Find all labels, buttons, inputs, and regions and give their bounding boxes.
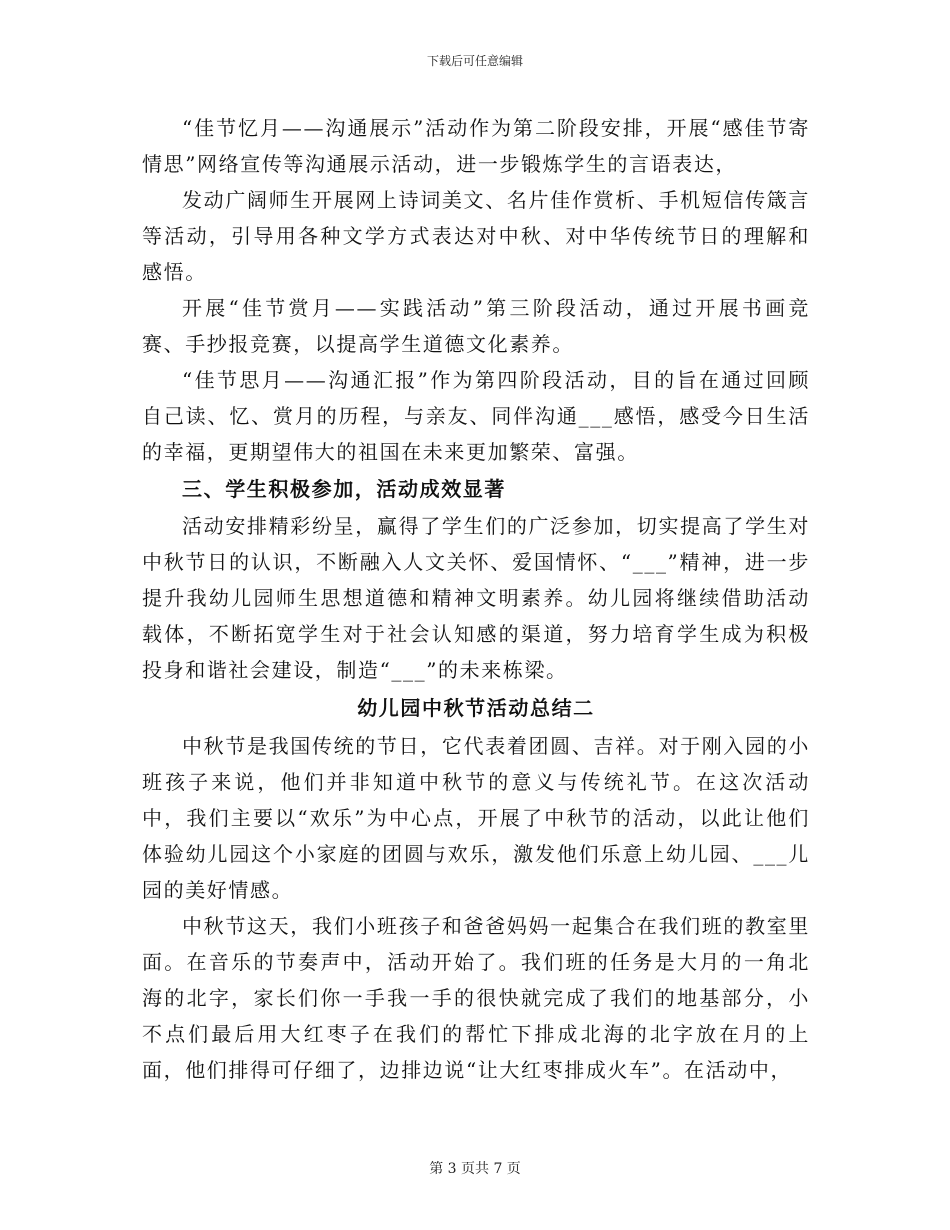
paragraph-stage-two: “佳节忆月——沟通展示”活动作为第二阶段安排，开展“感佳节寄情思”网络宣传等沟通展示活动，进一步锻炼学生的言语表达， [142,116,810,176]
paragraph-online-activities: 发动广阔师生开展网上诗词美文、名片佳作赏析、手机短信传箴言等活动，引导用各种文学方式表达对中秋、对中华传统节日的理解和感悟。 [142,188,810,284]
document-body [142,110,810,1088]
paragraph-mid-autumn-day: 中秋节这天，我们小班孩子和爸爸妈妈一起集合在我们班的教室里面。在音乐的节奏声中，活动开始了。我们班的任务是大月的一角北海的北字，家长们你一手我一手的很快就完成了我们的地基部分，小不点们最后用大红枣子在我们的帮忙下排成北海的北字放在月的上面，他们排得可仔细了，边排边说“让大红枣排成火车”。在活动中， [142,914,810,1082]
paragraph-stage-three: 开展“佳节赏月——实践活动”第三阶段活动，通过开展书画竞赛、手抄报竞赛，以提高学生道德文化素养。 [142,296,810,356]
page-footer: 第 3 页共 7 页 [429,1161,521,1177]
paragraph-results: 活动安排精彩纷呈，赢得了学生们的广泛参加，切实提高了学生对中秋节日的认识，不断融入人文关怀、爱国情怀、“___”精神，进一步提升我幼儿园师生思想道德和精神文明素养。幼儿园将继续借助活动载体，不断拓宽学生对于社会认知感的渠道，努力培育学生成为积极投身和谐社会建设，制造“___”的未来栋梁。 [142,514,810,682]
summary-two-title: 幼儿园中秋节活动总结二 [357,696,595,720]
section-heading-three: 三、学生积极参加，活动成效显著 [182,477,506,501]
paragraph-stage-four: “佳节思月——沟通汇报”作为第四阶段活动，目的旨在通过回顾自己读、忆、赏月的历程，与亲友、同伴沟通___感悟，感受今日生活的幸福，更期望伟大的祖国在未来更加繁荣、富强。 [142,368,810,464]
paragraph-mid-autumn-intro: 中秋节是我国传统的节日，它代表着团圆、吉祥。对于刚入园的小班孩子来说，他们并非知道中秋节的意义与传统礼节。在这次活动中，我们主要以“欢乐”为中心点，开展了中秋节的活动，以此让他们体验幼儿园这个小家庭的团圆与欢乐，激发他们乐意上幼儿园、___儿园的美好情感。 [142,734,810,902]
page-header: 下载后可任意编辑 [426,54,523,68]
